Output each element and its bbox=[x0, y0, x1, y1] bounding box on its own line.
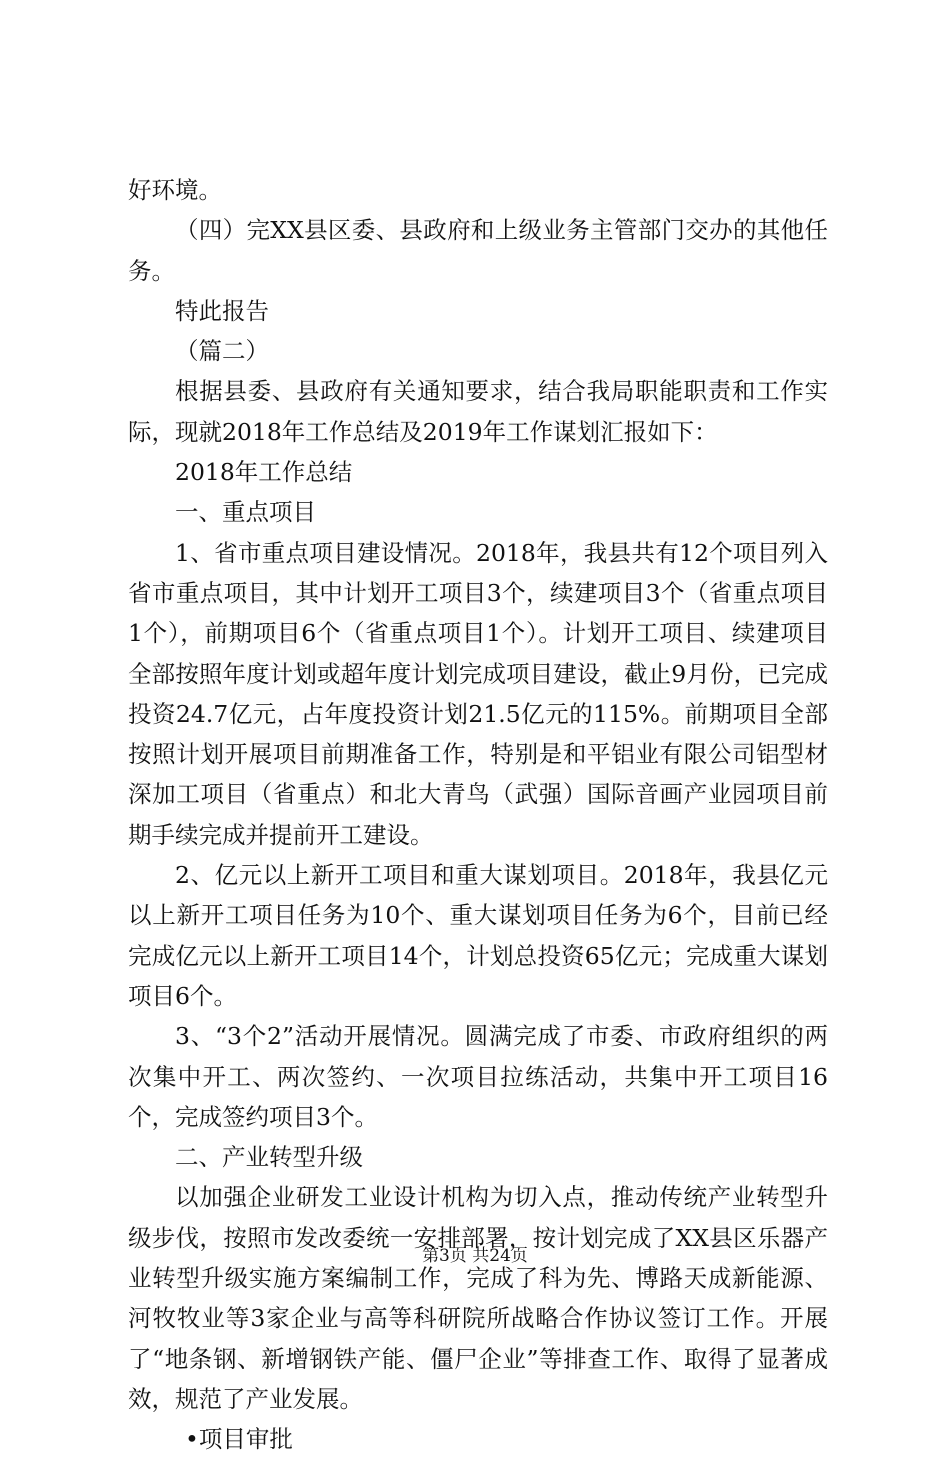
paragraph-item-four: （四）完XX县区委、县政府和上级业务主管部门交办的其他任务。 bbox=[128, 216, 828, 285]
heading-key-projects: 一、重点项目 bbox=[175, 498, 316, 527]
paragraph-intro: 根据县委、县政府有关通知要求，结合我局职能职责和工作实际，现就2018年工作总结及2019年工作谋划汇报如下： bbox=[128, 377, 828, 446]
paragraph-provincial-projects: 1、省市重点项目建设情况。2018年，我县共有12个项目列入省市重点项目，其中计划开工项目3个，续建项目3个（省重点项目1个），前期项目6个（省重点项目1个）。计划开工项目、续建项目全部按照年度计划或超年度计划完成项目建设，截止9月份，已完成投资24.7亿元，占年度投资计划21.5亿元的115%。前期项目全部按照计划开展项目前期准备工作，特别是和平铝业有限公司铝型材深加工项目（省重点）和北大青鸟（武强）国际音画产业园项目前期手续完成并提前开工建设。 bbox=[128, 538, 828, 849]
heading-work-summary: 2018年工作总结 bbox=[175, 458, 353, 487]
paragraph-activities: 3、“3个2”活动开展情况。圆满完成了市委、市政府组织的两次集中开工、两次签约、一次项目拉练活动，共集中开工项目16个，完成签约项目3个。 bbox=[128, 1022, 828, 1131]
bullet-project-approval: •项目审批 bbox=[185, 1425, 293, 1454]
section-label-part-two: （篇二） bbox=[175, 337, 269, 366]
heading-industry-upgrade: 二、产业转型升级 bbox=[175, 1143, 363, 1172]
paragraph-industry-upgrade: 以加强企业研发工业设计机构为切入点，推动传统产业转型升级步伐，按照市发改委统一安排部署，按计划完成了XX县区乐器产业转型升级实施方案编制工作，完成了科为先、博路天成新能源、河牧牧业等3家企业与高等科研院所战略合作协议签订工作。开展了“地条钢、新增钢铁产能、僵尸企业”等排查工作、取得了显著成效，规范了产业发展。 bbox=[128, 1183, 828, 1413]
paragraph-new-projects: 2、亿元以上新开工项目和重大谋划项目。2018年，我县亿元以上新开工项目任务为10个、重大谋划项目任务为6个，目前已经完成亿元以上新开工项目14个，计划总投资65亿元；完成重大谋划项目6个。 bbox=[128, 861, 828, 1010]
paragraph-closing: 特此报告 bbox=[175, 296, 269, 325]
paragraph-continuation: 好环境。 bbox=[128, 176, 222, 204]
page-footer: 第3页 共24页 bbox=[422, 1246, 528, 1266]
